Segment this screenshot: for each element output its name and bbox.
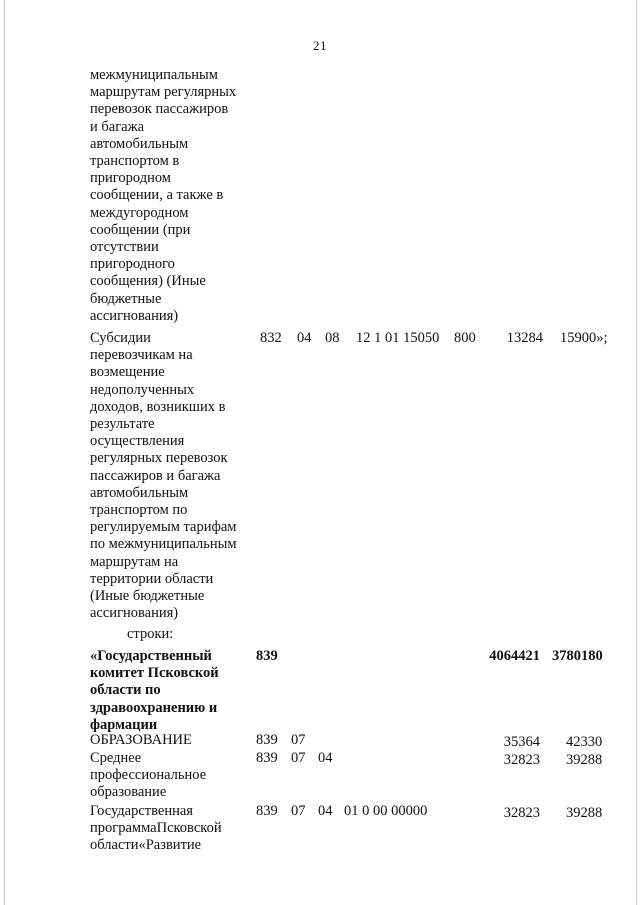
description-line: профессиональное bbox=[90, 767, 207, 784]
row-6-amount-2: 39288 bbox=[566, 752, 603, 768]
description-line: перевозчикам на bbox=[90, 347, 193, 364]
description-line: маршрутам на bbox=[90, 553, 179, 570]
row-7-amount-2: 39288 bbox=[566, 805, 603, 821]
description-line: территории области bbox=[90, 570, 214, 587]
description-line: образование bbox=[90, 784, 167, 801]
description-line: автомобильным bbox=[90, 135, 189, 152]
row-2-ministry: 832 bbox=[260, 330, 282, 346]
row-6-description bbox=[90, 750, 260, 802]
description-line: «Государственный bbox=[90, 648, 212, 664]
description-line: доходов, возникших в bbox=[90, 398, 226, 415]
description-line: области«Развитие bbox=[90, 837, 202, 854]
page-number: 21 bbox=[313, 38, 327, 53]
description-line: по межмуниципальным bbox=[90, 536, 237, 553]
description-line: сообщения) (Иные bbox=[90, 273, 206, 290]
description-line: комитет Псковской bbox=[90, 665, 219, 682]
row-7-target-article: 01 0 00 00000 bbox=[344, 803, 428, 819]
row-6-subsection: 04 bbox=[318, 750, 333, 766]
description-line: возмещение bbox=[90, 364, 165, 381]
description-line: транспортом по bbox=[90, 502, 188, 519]
row-1-description bbox=[90, 67, 260, 325]
description-line: и багажа bbox=[90, 118, 145, 135]
description-line: перевозок пассажиров bbox=[90, 101, 229, 118]
description-line: недополученных bbox=[90, 381, 195, 398]
row-3-label: строки: bbox=[127, 626, 174, 642]
row-5-amount-2: 42330 bbox=[566, 734, 603, 750]
row-7-description bbox=[90, 803, 260, 855]
description-line: Субсидии bbox=[90, 330, 151, 346]
description-line: ассигнования) bbox=[90, 605, 179, 622]
row-2-amount-2: 15900»; bbox=[560, 330, 608, 346]
row-2-section: 04 bbox=[297, 330, 312, 346]
description-line: ОБРАЗОВАНИЕ bbox=[90, 732, 192, 748]
description-line: автомобильным bbox=[90, 484, 189, 501]
description-line: сообщении (при bbox=[90, 221, 191, 238]
row-4-amount-1: 4064421 bbox=[489, 648, 540, 664]
description-line: здравоохранению и bbox=[90, 699, 218, 716]
row-2-description bbox=[90, 330, 260, 622]
row-7-section: 07 bbox=[291, 803, 306, 819]
row-5-amount-1: 35364 bbox=[503, 734, 540, 750]
row-5-section: 07 bbox=[291, 732, 306, 748]
row-2-expense-type: 800 bbox=[454, 330, 476, 346]
row-2-subsection: 08 bbox=[325, 330, 340, 346]
description-line: пригородного bbox=[90, 256, 175, 273]
row-6-amount-1: 32823 bbox=[503, 752, 540, 768]
description-line: регулируемым тарифам bbox=[90, 519, 237, 536]
row-4-ministry: 839 bbox=[256, 648, 278, 664]
scan-edge-left bbox=[4, 0, 5, 905]
row-6-ministry: 839 bbox=[256, 750, 278, 766]
row-2-amount-1: 13284 bbox=[506, 330, 543, 346]
scan-edge-right bbox=[636, 0, 637, 905]
row-4-amount-2: 3780180 bbox=[552, 648, 603, 664]
description-line: Среднее bbox=[90, 750, 142, 766]
description-line: бюджетные bbox=[90, 290, 162, 307]
row-5-description bbox=[90, 732, 260, 749]
description-line: Государственная bbox=[90, 803, 193, 819]
description-line: фармации bbox=[90, 716, 158, 733]
description-line: межмуниципальным bbox=[90, 67, 218, 83]
description-line: (Иные бюджетные bbox=[90, 588, 205, 605]
description-line: ассигнования) bbox=[90, 307, 179, 324]
row-6-section: 07 bbox=[291, 750, 306, 766]
description-line: области по bbox=[90, 682, 161, 699]
description-line: программаПсковской bbox=[90, 820, 222, 837]
description-line: междугородном bbox=[90, 204, 189, 221]
description-line: маршрутам регулярных bbox=[90, 84, 237, 101]
row-7-amount-1: 32823 bbox=[503, 805, 540, 821]
row-2-target-article: 12 1 01 15050 bbox=[356, 330, 440, 346]
description-line: отсутствии bbox=[90, 239, 159, 256]
row-7-ministry: 839 bbox=[256, 803, 278, 819]
description-line: сообщении, а также в bbox=[90, 187, 224, 204]
row-5-ministry: 839 bbox=[256, 732, 278, 748]
description-line: пригородном bbox=[90, 170, 171, 187]
description-line: пассажиров и багажа bbox=[90, 467, 221, 484]
row-4-description bbox=[90, 648, 260, 734]
description-line: результате bbox=[90, 416, 155, 433]
row-7-subsection: 04 bbox=[318, 803, 333, 819]
description-line: регулярных перевозок bbox=[90, 450, 228, 467]
description-line: осуществления bbox=[90, 433, 185, 450]
description-line: транспортом в bbox=[90, 153, 180, 170]
